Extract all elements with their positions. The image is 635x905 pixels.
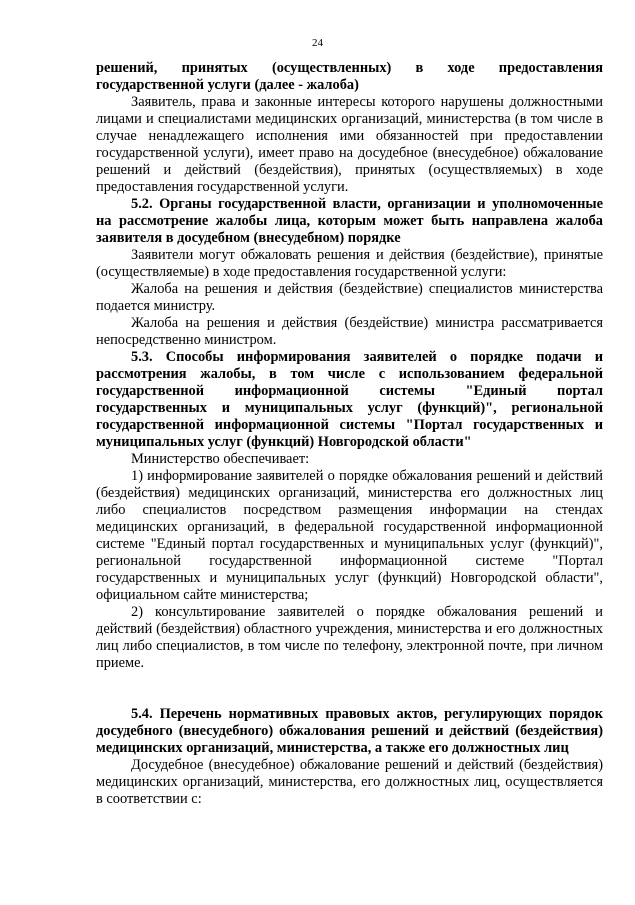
page-number: 24 bbox=[312, 37, 323, 49]
heading-5-3: 5.3. Способы информирования заявителей о порядке подачи и рассмотрения жалобы, в том числе с использованием федеральной государственной информационной системы "Единый портал государственных и муниципальных услуг (функций)", региональной государственной информационной системы "Портал государственных и муниципальных услуг (функций) Новгородской области" bbox=[96, 349, 603, 450]
heading-5-4: 5.4. Перечень нормативных правовых актов, регулирующих порядок досудебного (внесудебного) обжалования решений и действий (бездействия) медицинских организаций, министерства, а также его должностных лиц bbox=[96, 706, 603, 756]
list-item-consulting: 2) консультирование заявителей о порядке обжалования решений и действий (бездействия) областного учреждения, министерства и его должностных лиц либо специалистов, в том числе по телефону, электронной почте, при личном приеме. bbox=[96, 604, 603, 671]
document-body bbox=[96, 60, 603, 808]
paragraph-pretrial-appeal: Досудебное (внесудебное) обжалование решений и действий (бездействия) медицинских организаций, министерства, его должностных лиц, осуществляется в соответствии с: bbox=[96, 757, 603, 807]
heading-continuation: решений, принятых (осуществленных) в ходе предоставления государственной услуги (далее - жалоба) bbox=[96, 60, 603, 93]
section-gap bbox=[96, 672, 603, 706]
paragraph-applicant-rights: Заявитель, права и законные интересы которого нарушены должностными лицами и специалистами медицинских организаций, министерства (в том числе в случае ненадлежащего исполнения ими обязанностей при предоставлении государственной услуги), имеет право на досудебное (внесудебное) обжалование решений и действий (бездействия), принятых (осуществляемых) в ходе предоставления государственной услуги. bbox=[96, 94, 603, 195]
paragraph-minister-appeal: Жалоба на решения и действия (бездействие) министра рассматривается непосредственно министром. bbox=[96, 315, 603, 348]
paragraph-ministry-provides: Министерство обеспечивает: bbox=[131, 451, 310, 467]
paragraph-specialists-appeal: Жалоба на решения и действия (бездействие) специалистов министерства подается министру. bbox=[96, 281, 603, 314]
heading-5-2: 5.2. Органы государственной власти, организации и уполномоченные на рассмотрение жалобы лица, которым может быть направлена жалоба заявителя в досудебном (внесудебном) порядке bbox=[96, 196, 603, 246]
paragraph-appeal-scope: Заявители могут обжаловать решения и действия (бездействие), принятые (осуществляемые) в ходе предоставления государственной услуги: bbox=[96, 247, 603, 280]
list-item-informing: 1) информирование заявителей о порядке обжалования решений и действий (бездействия) медицинских организаций, министерства его должностных лиц либо специалистов посредством размещения информации на стендах медицинских организаций, в федеральной государственной информационной системе "Единый портал государственных и муниципальных услуг (функций)", региональной государственной информационной системе "Портал государственных и муниципальных услуг (функций) Новгородской области", официальном сайте министерства; bbox=[96, 468, 603, 603]
